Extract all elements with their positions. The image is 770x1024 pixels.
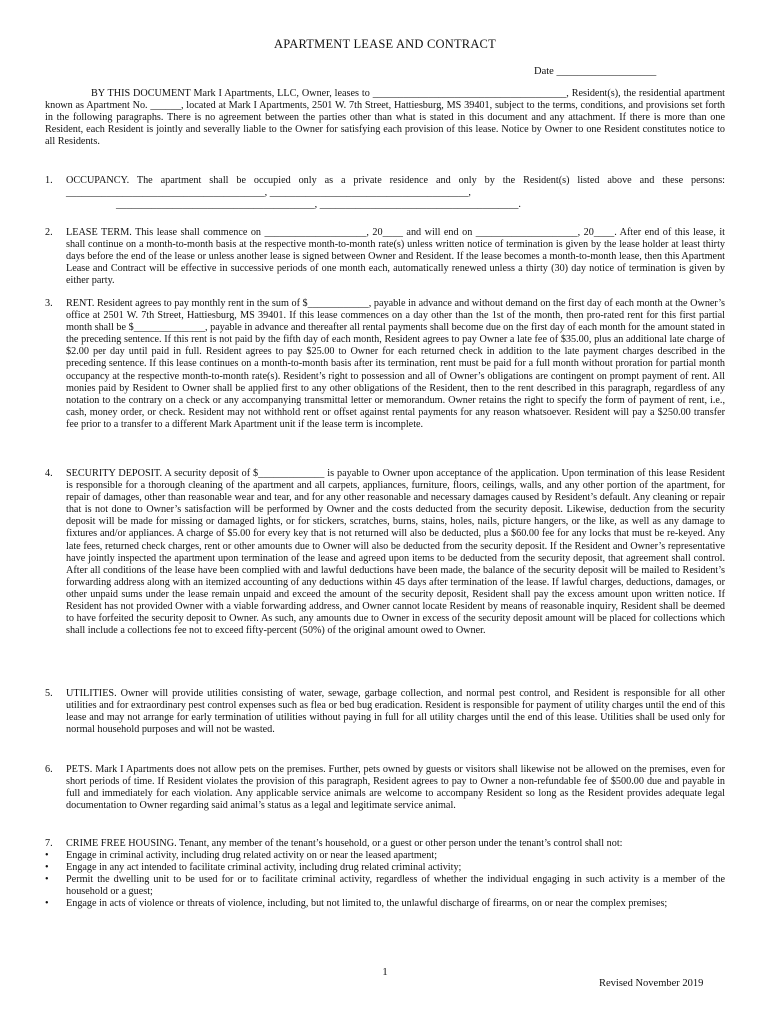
section-text: CRIME FREE HOUSING. Tenant, any member of the tenant’s household, or a guest or other person under the tenant’s control shall not: (66, 838, 623, 849)
date-line: Date ___________________ (534, 66, 657, 77)
section-number: 6. (45, 764, 53, 775)
occupancy-line-2: _______________________________________, _______________________________________. (116, 199, 521, 211)
section-utilities (45, 688, 725, 736)
list-item: • Engage in any act intended to facilitate criminal activity, including drug related criminal activity; (45, 862, 462, 874)
intro-text: BY THIS DOCUMENT Mark I Apartments, LLC, Owner, leases to ______________________________________, Resident(s), the residential apartment known as Apartment No. ______, located at Mark I Apartments, 2501 W. 7th Street, Hattiesburg, MS 39401, subject to the terms, conditions, and provisions set forth in the following paragraphs. There is no agreement between the parties other than what is stated in this document and any attachment. If there is more than one Resident, each Resident is jointly and severally liable to the Owner for satisfying each provision of this lease. Notice by Owner to one Resident constitutes notice to all Residents. (45, 88, 725, 148)
section-crime-free-housing (45, 838, 725, 911)
section-number: 2. (45, 227, 53, 238)
bullet-icon: • (45, 874, 49, 886)
bullet-icon: • (45, 850, 49, 862)
section-text: RENT. Resident agrees to pay monthly rent in the sum of $____________, payable in advance and without demand on the first day of each month at the Owner’s office at 2501 W. 7th Street, Hattiesburg, MS 39401. If this lease commences on a day other than the 1st of the month, then pro-rated rent for this first partial month shall be $______________, payable in advance and thereafter all rental payments shall become due on the first day of each month for the amount stated in the preceding sentence. If this rent is not paid by the fifth day of each month, Resident agrees to pay Owner a late fee of $35.00, plus an additional late charge of $2.00 per day until paid in full. Resident agrees to pay $25.00 to Owner for each returned check in addition to the late payment charges described in the preceding sentence. If this lease continues on a month-to-month basis after its termination, rent must be paid for a full month without proration for partial month occupancy at the respective month-to-month rate(s). Resident’s right to possession and all of Owner’s obligations are contingent on prompt payment of rent. All monies paid by Resident to Owner shall be applied first to any other obligations of the Resident, then to the rent described in this paragraph, regardless of any notation to the contrary on a check or any accompanying transmittal letter or memorandum. Owner retains the right to specify the form of payment of rent, i.e., cash, money order, or check. Resident may not withhold rent or offset against rental payments for any reason whatsoever. Resident will pay a $250.00 transfer fee prior to a transfer to a different Mark Apartment unit if the lease term is incomplete. (66, 298, 725, 430)
section-occupancy (45, 175, 725, 211)
section-number: 4. (45, 468, 53, 479)
section-number: 5. (45, 688, 53, 699)
revision-note: Revised November 2019 (599, 978, 704, 989)
intro-paragraph (45, 88, 725, 148)
bullet-icon: • (45, 862, 49, 874)
list-item: • Engage in acts of violence or threats of violence, including, but not limited to, the unlawful discharge of firearms, on or near the complex premises; (45, 898, 668, 910)
crime-free-bullet-list (45, 850, 725, 910)
section-text: LEASE TERM. This lease shall commence on ____________________, 20____ and will end on ____________________, 20____. After end of this lease, it shall continue on a month-to-month basis at the respective month-to-month rate(s) unless written notice of termination is given by the lease holder at least thirty days before the end of the lease or unless another lease is signed between Owner and Resident. If the lease becomes a month-to-month lease, then this Apartment Lease and Contract will be effective in successive periods of one month each, automatically renewed unless a thirty (30) day notice of termination is given by either party. (66, 227, 725, 287)
section-text: UTILITIES. Owner will provide utilities consisting of water, sewage, garbage collection, and normal pest control, and Resident is responsible for all other utilities and for extraordinary pest control expenses such as flea or bed bug eradication. Resident is responsible for payment of utility charges until the end of this lease and may not arrange for early termination of utilities without paying in full for all utility charges until the end of this lease. Utilities shall be used only for normal household purposes and will not be wasted. (66, 688, 725, 736)
document-title: APARTMENT LEASE AND CONTRACT (274, 37, 496, 51)
page-number: 1 (382, 966, 388, 978)
section-text: SECURITY DEPOSIT. A security deposit of $_____________ is payable to Owner upon acceptance of the application. Upon termination of this lease Resident is responsible for a thorough cleaning of the apartment and all carpets, appliances, furniture, floors, ceilings, walls, and any other portion of the apartment, for repair of damages, other than reasonable wear and tear, and for any other reasonable and necessary damages caused by Resident’s default. Any cleaning or repair that is not done to Owner’s satisfaction will be performed by Owner and the costs deducted from the security deposit. Likewise, deduction from the security deposit will be made for missing or damaged lights, or for stickers, scratches, burns, stains, holes, nails, picture hangers, or the like, as well as any damage to fixtures and/or appliances. A charge of $5.00 for every key that is not returned will also be deducted, plus a $60.00 fee for any locks that must be re-keyed. Any late fees, returned check charges, rent or other amounts due to Owner will also be deducted from the security deposit. If the Resident and Owner’s representative have jointly inspected the apartment upon termination of the lease and agreed upon items to be deducted from the security deposit, that agreement shall control. After all conditions of the lease have been complied with and lawful deductions have been made, the balance of the security deposit will be mailed to Resident’s forwarding address along with an itemized accounting of any deductions within 45 days after termination of the lease. If lawful charges, deductions, damages, or other unpaid sums under the lease remain unpaid and exceed the amount of the security deposit, Resident shall pay the excess amount upon written notice. If Resident has not provided Owner with a viable forwarding address, and Owner cannot locate Resident by means of reasonable inquiry, Resident shall be deemed to have forfeited the security deposit to Owner. As such, any amounts due to Owner in excess of the security deposit amount will be placed for collections which shall include a collections fee not to exceed fifty-percent (50%) of the original amount owed to Owner. (66, 468, 725, 637)
list-item: • Engage in criminal activity, including drug related activity on or near the leased apartment; (45, 850, 438, 862)
section-text: OCCUPANCY. The apartment shall be occupied only as a private residence and only by the Resident(s) listed above and these persons: _______________________________________, _______________________________________, (66, 175, 725, 199)
section-lease-term (45, 227, 725, 287)
bullet-icon: • (45, 898, 49, 910)
section-rent (45, 298, 725, 431)
section-number: 1. (45, 175, 53, 186)
section-number: 7. (45, 838, 53, 849)
section-number: 3. (45, 298, 53, 309)
list-item: • Permit the dwelling unit to be used for or to facilitate criminal activity, regardless of whether the individual engaging in such activity is a member of the household or a guest; (45, 874, 725, 898)
section-pets (45, 764, 725, 812)
section-security-deposit (45, 468, 725, 637)
section-text: PETS. Mark I Apartments does not allow pets on the premises. Further, pets owned by guests or visitors shall likewise not be allowed on the premises, even for short periods of time. If Resident violates the provision of this paragraph, Resident agrees to pay to Owner a non-refundable fee of $500.00 due and payable in full and immediately for each violation. Any applicable service animals are welcome to accompany Resident so long as the Resident provides adequate legal documentation to Owner regarding said animal’s status as a legal and legitimate service animal. (66, 764, 725, 812)
